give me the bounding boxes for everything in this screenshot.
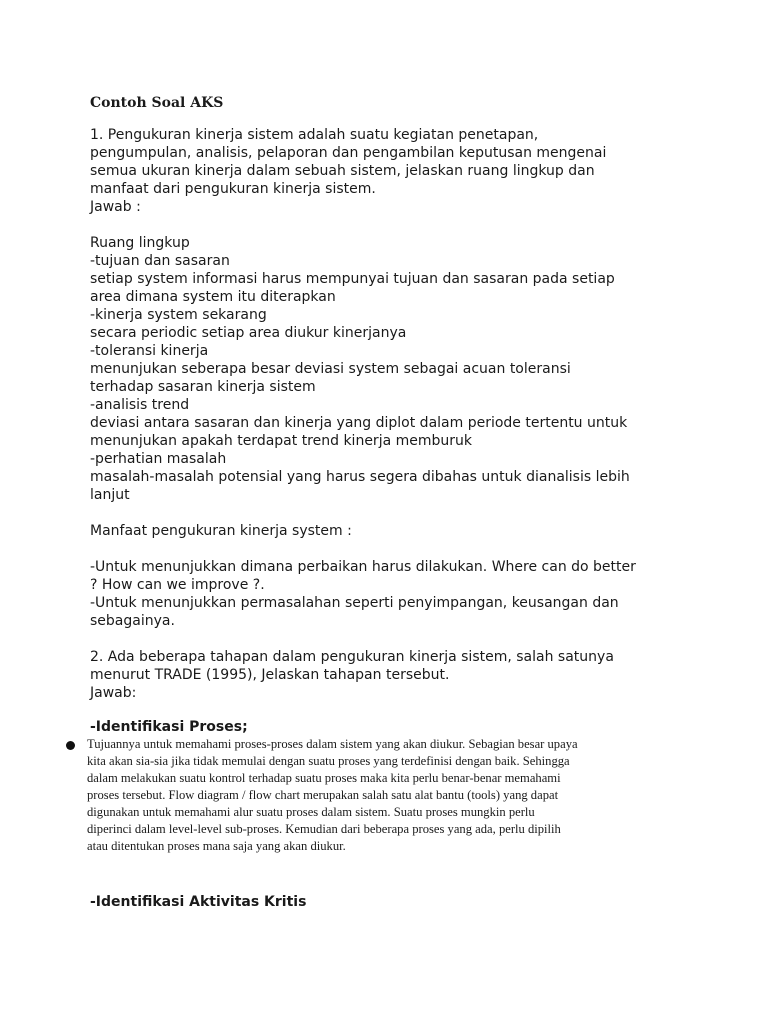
section-heading: -Identifikasi Aktivitas Kritis	[90, 894, 307, 910]
document-title: Contoh Soal AKS	[90, 95, 224, 111]
text-line: menunjukan seberapa besar deviasi system sebagai acuan toleransi	[90, 361, 571, 377]
document-body	[87, 93, 690, 911]
text-line: deviasi antara sasaran dan kinerja yang diplot dalam periode tertentu untuk	[90, 415, 628, 431]
text-line: manfaat dari pengukuran kinerja sistem.	[90, 181, 376, 197]
text-line: -perhatian masalah	[90, 451, 227, 467]
section-heading: Ruang lingkup	[90, 235, 190, 251]
ruang-lingkup-section	[90, 234, 690, 504]
text-line: area dimana system itu diterapkan	[90, 289, 336, 305]
bullet-line: atau ditentukan proses mana saja yang akan diukur.	[87, 839, 346, 853]
text-line: terhadap sasaran kinerja sistem	[90, 379, 316, 395]
text-line: ? How can we improve ?.	[90, 577, 265, 593]
text-line: secara periodic setiap area diukur kinerjanya	[90, 325, 407, 341]
question-2	[90, 648, 690, 702]
bullet-line: proses tersebut. Flow diagram / flow chart merupakan salah satu alat bantu (tools) yang dapat	[87, 788, 559, 802]
identifikasi-aktivitas-section	[90, 893, 690, 911]
text-line: 1. Pengukuran kinerja sistem adalah suatu kegiatan penetapan,	[90, 127, 539, 143]
bullet-line: diperinci dalam level-level sub-proses. Kemudian dari beberapa proses yang ada, perlu dipilih	[87, 822, 561, 836]
identifikasi-proses-section	[87, 718, 690, 855]
bullet-line: digunakan untuk memahami alur suatu proses dalam sistem. Suatu proses mungkin perlu	[87, 805, 535, 819]
text-line: setiap system informasi harus mempunyai tujuan dan sasaran pada setiap	[90, 271, 615, 287]
answer-label: Jawab :	[90, 199, 141, 215]
section-heading-row	[90, 522, 690, 540]
heading-colon: :	[342, 523, 352, 539]
text-line: -kinerja system sekarang	[90, 307, 267, 323]
question-1	[90, 126, 690, 216]
text-line: -Untuk menunjukkan dimana perbaikan harus dilakukan. Where can do better	[90, 559, 636, 575]
answer-label: Jawab:	[90, 685, 137, 701]
bullet-dot-icon	[66, 741, 75, 750]
bullet-line: Tujuannya untuk memahami proses-proses dalam sistem yang akan diukur. Sebagian besar upaya	[87, 737, 578, 751]
manfaat-section	[90, 522, 690, 630]
text-line: -Untuk menunjukkan permasalahan seperti penyimpangan, keusangan dan	[90, 595, 619, 611]
text-line: lanjut	[90, 487, 130, 503]
text-line: menunjukan apakah terdapat trend kinerja memburuk	[90, 433, 472, 449]
text-line: pengumpulan, analisis, pelaporan dan pengambilan keputusan mengenai	[90, 145, 607, 161]
text-line: -toleransi kinerja	[90, 343, 209, 359]
text-line: semua ukuran kinerja dalam sebuah sistem, jelaskan ruang lingkup dan	[90, 163, 595, 179]
text-line: masalah-masalah potensial yang harus segera dibahas untuk dianalisis lebih	[90, 469, 630, 485]
section-heading: -Identifikasi Proses;	[90, 719, 248, 735]
text-line: sebagainya.	[90, 613, 175, 629]
text-line: -tujuan dan sasaran	[90, 253, 230, 269]
bullet-item	[87, 736, 690, 855]
section-heading: Manfaat pengukuran kinerja system	[90, 523, 343, 539]
text-line: -analisis trend	[90, 397, 190, 413]
bullet-line: dalam melakukan suatu kontrol terhadap suatu proses maka kita perlu benar-benar memahami	[87, 771, 561, 785]
text-line: menurut TRADE (1995), Jelaskan tahapan tersebut.	[90, 667, 450, 683]
bullet-line: kita akan sia-sia jika tidak memulai dengan suatu proses yang terdefinisi dengan baik. Sehingga	[87, 754, 570, 768]
text-line: 2. Ada beberapa tahapan dalam pengukuran kinerja sistem, salah satunya	[90, 649, 614, 665]
